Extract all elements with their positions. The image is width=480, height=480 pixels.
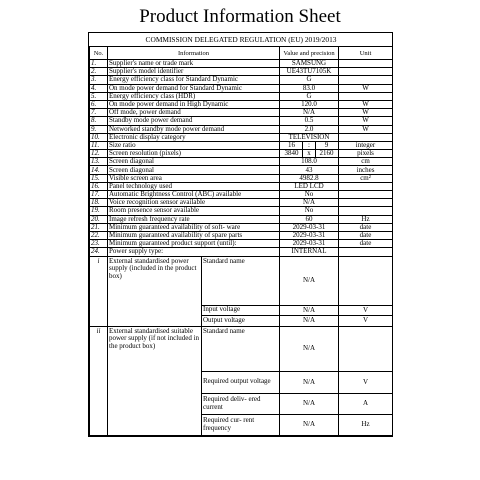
regulation-reference: COMMISSION DELEGATED REGULATION (EU) 2019/2013 — [145, 35, 337, 44]
table-row — [90, 125, 393, 133]
row-unit: cm² — [339, 174, 393, 182]
table-row — [90, 207, 393, 215]
power-supply-item-unit — [339, 326, 393, 371]
row-unit: W — [339, 117, 393, 125]
table-row — [90, 100, 393, 108]
row-information: On mode power demand for Standard Dynamic — [108, 84, 280, 92]
row-number: 18. — [90, 199, 108, 207]
page-title: Product Information Sheet — [139, 6, 341, 27]
table-row — [90, 215, 393, 223]
row-unit — [339, 133, 393, 141]
row-number: 22. — [90, 231, 108, 239]
row-value: 0.5 — [280, 117, 339, 125]
table-row — [90, 141, 393, 149]
row-value-part: 16 — [288, 141, 295, 149]
row-value: LED LCD — [280, 182, 339, 190]
table-row — [90, 133, 393, 141]
row-unit: cm — [339, 158, 393, 166]
power-supply-item-label: Required deliv- ered current — [202, 393, 280, 414]
row-value: 2029-03-31 — [280, 240, 339, 248]
table-row — [90, 109, 393, 117]
row-information: Screen diagonal — [108, 158, 280, 166]
power-supply-item-value: N/A — [280, 305, 339, 315]
row-number: 23. — [90, 240, 108, 248]
header-information: Information — [108, 47, 280, 60]
product-information-table — [88, 32, 393, 437]
row-value: INTERNAL — [280, 248, 339, 256]
row-number: 17. — [90, 191, 108, 199]
row-unit: W — [339, 100, 393, 108]
power-supply-item-unit: Hz — [339, 414, 393, 435]
table-row — [90, 191, 393, 199]
row-number: 15. — [90, 174, 108, 182]
row-number: 20. — [90, 215, 108, 223]
row-number: 12. — [90, 150, 108, 158]
row-number: 9. — [90, 125, 108, 133]
row-value: 108.0 — [280, 158, 339, 166]
table-row — [90, 182, 393, 190]
row-value-part: 9 — [324, 141, 329, 149]
power-supply-item-value: N/A — [280, 393, 339, 414]
row-number: 11. — [90, 141, 108, 149]
row-information: Energy efficiency class for Standard Dynamic — [108, 76, 280, 84]
row-unit: inches — [339, 166, 393, 174]
row-unit: W — [339, 84, 393, 92]
row-information: On mode power demand in High Dynamic — [108, 100, 280, 108]
row-number: 5. — [90, 92, 108, 100]
row-information: Image refresh frequency rate — [108, 215, 280, 223]
row-number: 2. — [90, 68, 108, 76]
row-information: Energy efficiency class (HDR) — [108, 92, 280, 100]
power-supply-row — [90, 256, 393, 305]
table-row — [90, 76, 393, 84]
row-unit — [339, 76, 393, 84]
power-supply-item-unit — [339, 256, 393, 305]
row-value: 2029-03-31 — [280, 223, 339, 231]
table-row — [90, 158, 393, 166]
row-number: 14. — [90, 166, 108, 174]
row-unit — [339, 182, 393, 190]
table-row — [90, 60, 393, 68]
power-supply-item-label: Required cur- rent frequency — [202, 414, 280, 435]
header-value: Value and precision — [280, 47, 339, 60]
row-value: N/A — [280, 199, 339, 207]
row-value: 120.0 — [280, 100, 339, 108]
row-unit: date — [339, 223, 393, 231]
header-unit: Unit — [339, 47, 393, 60]
row-number: 4. — [90, 84, 108, 92]
power-supply-item-unit: V — [339, 315, 393, 326]
row-unit: W — [339, 125, 393, 133]
row-value: 2.0 — [280, 125, 339, 133]
row-information: Screen resolution (pixels) — [108, 150, 280, 158]
row-value: 4982.8 — [280, 174, 339, 182]
row-information: Power supply type: — [108, 248, 280, 256]
power-supply-item-unit: A — [339, 393, 393, 414]
row-number: 3. — [90, 76, 108, 84]
power-supply-item-label: Input voltage — [202, 305, 280, 315]
row-information: Room presence sensor available — [108, 207, 280, 215]
row-unit — [339, 92, 393, 100]
row-information: Supplier's model identifier — [108, 68, 280, 76]
row-information: Screen diagonal — [108, 166, 280, 174]
row-unit — [339, 248, 393, 256]
row-unit — [339, 60, 393, 68]
row-value: 83.0 — [280, 84, 339, 92]
power-supply-item-value: N/A — [280, 371, 339, 393]
row-number: 1. — [90, 60, 108, 68]
row-information: Electronic display category — [108, 133, 280, 141]
row-number: 13. — [90, 158, 108, 166]
row-value: UE43TU7105K — [280, 68, 339, 76]
row-value: No — [280, 207, 339, 215]
power-supply-label: External standardised power supply (included in the product box) — [108, 256, 202, 326]
row-number: 24. — [90, 248, 108, 256]
power-supply-item-label: Standard name — [202, 326, 280, 371]
row-value-part: x — [302, 150, 316, 157]
table-row — [90, 92, 393, 100]
row-information: Panel technology used — [108, 182, 280, 190]
table-row — [90, 240, 393, 248]
row-information: Visible screen area — [108, 174, 280, 182]
row-value — [280, 141, 339, 149]
row-number: 8. — [90, 117, 108, 125]
row-value: G — [280, 92, 339, 100]
power-supply-item-value: N/A — [280, 326, 339, 371]
row-number: 19. — [90, 207, 108, 215]
row-number: 7. — [90, 109, 108, 117]
table-row — [90, 174, 393, 182]
row-number: 6. — [90, 100, 108, 108]
row-value — [280, 150, 339, 158]
row-value-part: 2160 — [319, 149, 334, 158]
table-row — [90, 150, 393, 158]
power-supply-number: ii — [90, 326, 108, 435]
table-row — [90, 117, 393, 125]
power-supply-item-label: Output voltage — [202, 315, 280, 326]
power-supply-item-value: N/A — [280, 256, 339, 305]
row-information: Size ratio — [108, 141, 280, 149]
table-row — [90, 248, 393, 256]
table-row — [90, 231, 393, 239]
row-information: Standby mode power demand — [108, 117, 280, 125]
row-information: Voice recognition sensor available — [108, 199, 280, 207]
row-value: G — [280, 76, 339, 84]
power-supply-item-label: Standard name — [202, 256, 280, 305]
row-value: No — [280, 191, 339, 199]
power-supply-item-label: Required output voltage — [202, 371, 280, 393]
row-value: 43 — [280, 166, 339, 174]
row-number: 16. — [90, 182, 108, 190]
power-supply-item-value: N/A — [280, 414, 339, 435]
row-unit: date — [339, 231, 393, 239]
row-value: SAMSUNG — [280, 60, 339, 68]
row-information: Networked standby mode power demand — [108, 125, 280, 133]
power-supply-item-unit: V — [339, 305, 393, 315]
row-unit: pixels — [339, 150, 393, 158]
row-value: 60 — [280, 215, 339, 223]
row-value-part: 3840 — [284, 149, 299, 158]
power-supply-label: External standardised suitable power supply (if not included in the product box) — [108, 326, 202, 435]
row-number: 10. — [90, 133, 108, 141]
row-unit — [339, 199, 393, 207]
row-information: Minimum guaranteed product support (until): — [108, 240, 280, 248]
row-value: N/A — [280, 109, 339, 117]
power-supply-row — [90, 326, 393, 371]
table-row — [90, 166, 393, 174]
row-unit: date — [339, 240, 393, 248]
row-unit: Hz — [339, 215, 393, 223]
power-supply-number: i — [90, 256, 108, 326]
row-unit: W — [339, 109, 393, 117]
row-information: Minimum guaranteed availability of spare parts — [108, 231, 280, 239]
table-row — [90, 84, 393, 92]
power-supply-item-value: N/A — [280, 315, 339, 326]
row-information: Minimum guaranteed availability of soft- ware — [108, 223, 280, 231]
row-value: TELEVISION — [280, 133, 339, 141]
row-information: Automatic Brightness Control (ABC) available — [108, 191, 280, 199]
table-row — [90, 199, 393, 207]
header-no: No. — [90, 47, 108, 60]
row-unit: integer — [339, 141, 393, 149]
row-number: 21. — [90, 223, 108, 231]
row-value-part: : — [302, 142, 316, 149]
table-row — [90, 223, 393, 231]
table-row — [90, 68, 393, 76]
row-unit — [339, 191, 393, 199]
row-unit — [339, 68, 393, 76]
row-value: 2029-03-31 — [280, 231, 339, 239]
power-supply-item-unit: V — [339, 371, 393, 393]
row-information: Supplier's name or trade mark — [108, 60, 280, 68]
row-information: Off mode, power demand — [108, 109, 280, 117]
row-unit — [339, 207, 393, 215]
